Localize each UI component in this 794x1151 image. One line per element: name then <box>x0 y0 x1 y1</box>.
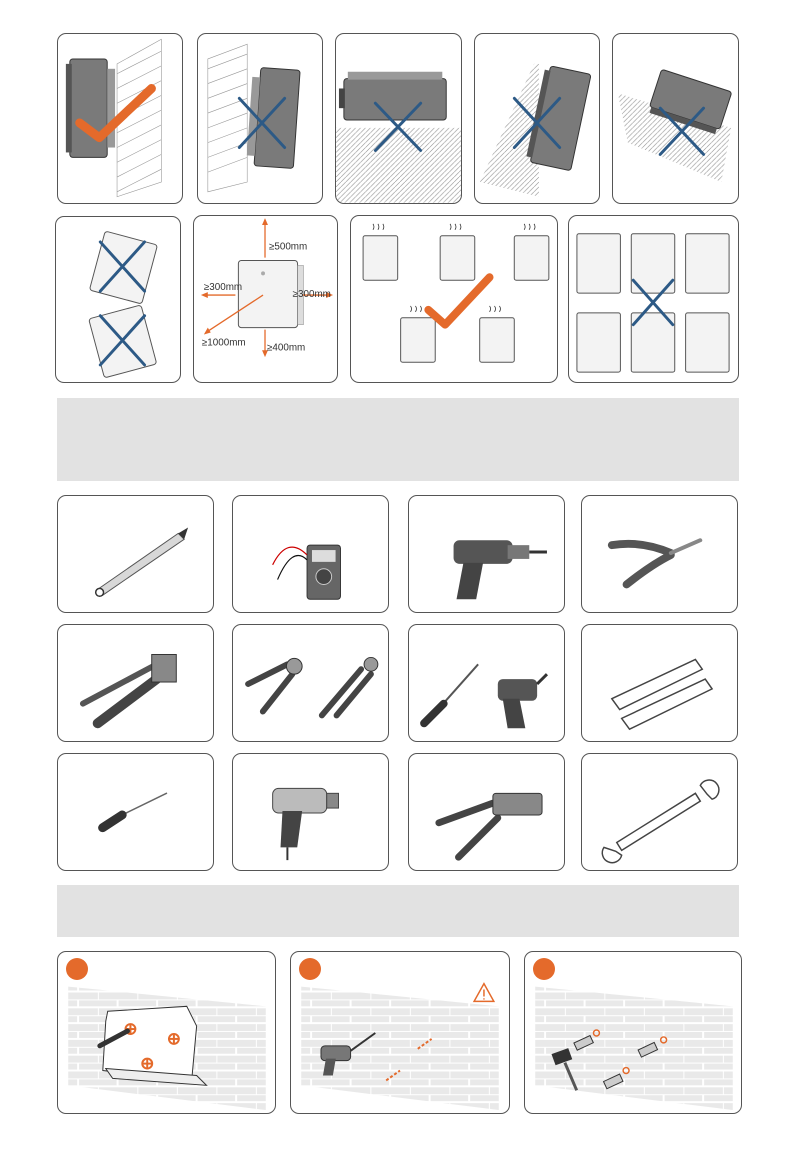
heat-gun-icon <box>273 788 339 860</box>
screwdriver-icon <box>424 664 478 723</box>
angle-card-horizontal <box>335 33 462 204</box>
inverter-icon <box>339 72 446 120</box>
step-card-1 <box>57 951 276 1114</box>
angle-card-forward-tilt <box>197 33 323 204</box>
wire-stripper-icon <box>612 540 700 584</box>
mc4-spanner-icon <box>612 659 712 729</box>
step-number-badge <box>66 958 88 980</box>
inverter-group <box>363 236 549 362</box>
marker-pen-icon <box>96 527 188 596</box>
small-screwdriver-icon <box>103 793 167 827</box>
hydraulic-crimper-icon <box>83 654 176 723</box>
clearance-front-label: ≥1000mm <box>201 337 246 349</box>
wrench-icon <box>602 780 719 863</box>
clearance-top-label: ≥500mm <box>268 241 308 253</box>
clearance-left-label: ≥300mm <box>203 282 243 294</box>
spacing-card-wrong <box>568 215 739 383</box>
tool-mc4-spanners <box>581 624 738 742</box>
step-card-2 <box>290 951 510 1114</box>
tool-open-end-wrench <box>581 753 738 871</box>
warning-triangle-icon <box>474 984 494 1002</box>
angle-card-backward-tilt <box>474 33 600 204</box>
tool-small-screwdriver <box>57 753 214 871</box>
step-number-badge <box>533 958 555 980</box>
floor-hatch <box>336 128 461 203</box>
cordless-drill-icon <box>498 674 547 728</box>
inverter-icon <box>246 67 300 168</box>
tool-screwdriver-and-drill <box>408 624 565 742</box>
orientation-card <box>55 216 181 383</box>
multimeter-icon <box>273 545 341 599</box>
tool-hammer-drill <box>408 495 565 613</box>
crimping-pliers-icon <box>248 657 378 715</box>
spacing-card-correct <box>350 215 558 383</box>
step-card-3 <box>524 951 742 1114</box>
tool-wire-stripper <box>581 495 738 613</box>
brick-wall <box>535 987 733 1110</box>
angle-card-upside-down <box>612 33 739 204</box>
tool-heat-gun <box>232 753 389 871</box>
section-band <box>57 398 739 481</box>
tool-marker-pen <box>57 495 214 613</box>
step-number-badge <box>299 958 321 980</box>
mounting-bracket-icon <box>103 1006 207 1085</box>
rj45-crimper-icon <box>439 793 542 857</box>
section-band <box>57 885 739 937</box>
angle-card-vertical <box>57 33 183 204</box>
inverter-icon <box>66 59 115 157</box>
tool-multimeter <box>232 495 389 613</box>
tool-crimping-pliers <box>232 624 389 742</box>
clearance-bottom-label: ≥400mm <box>266 342 306 354</box>
tool-hydraulic-crimper <box>57 624 214 742</box>
clearance-card <box>193 215 338 383</box>
tool-rj45-crimper <box>408 753 565 871</box>
wall-hatch <box>208 44 247 192</box>
hammer-drill-icon <box>454 540 547 599</box>
clearance-right-label: ≥300mm <box>292 289 331 301</box>
